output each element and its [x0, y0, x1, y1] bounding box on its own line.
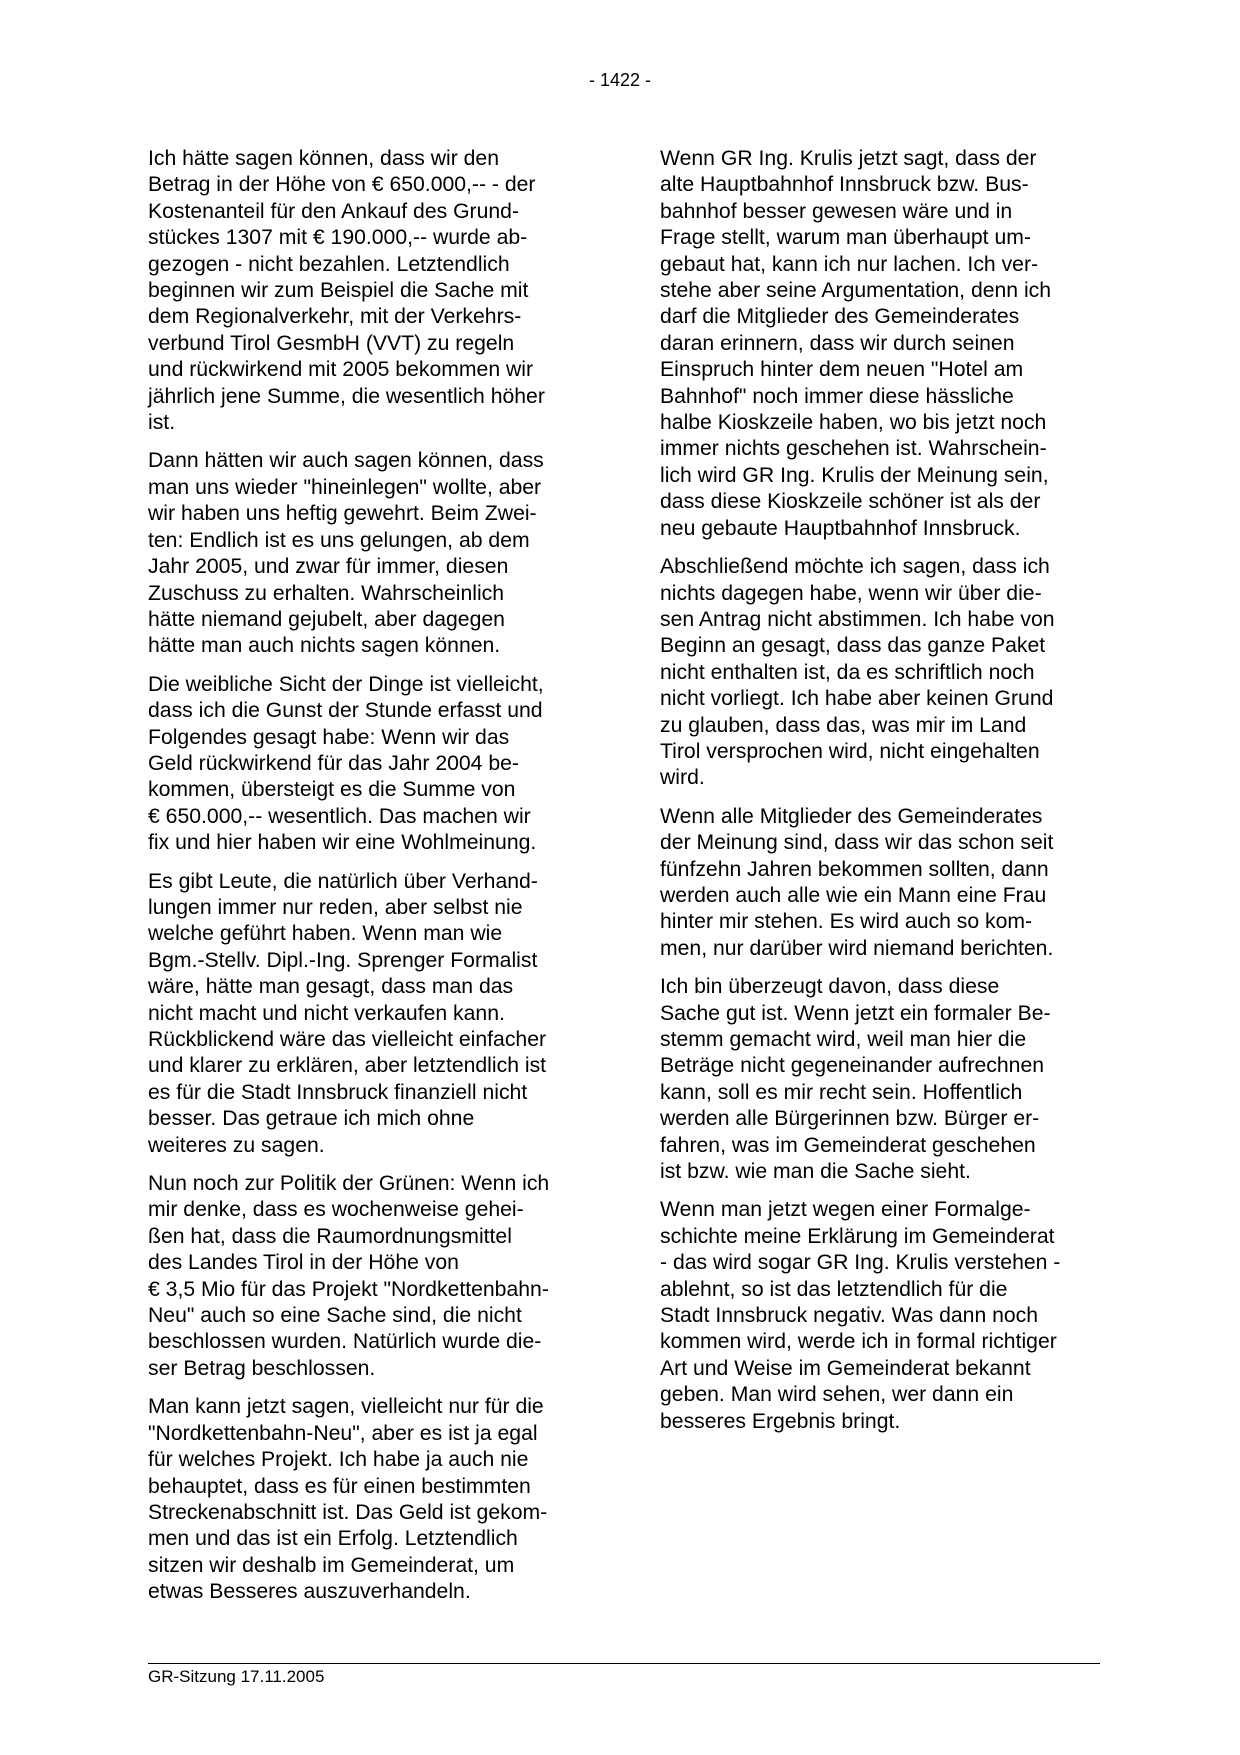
paragraph: Ich bin überzeugt davon, dass diese Sache gut ist. Wenn jetzt ein formaler Be- stemm gemacht wird, weil man hier die Beträge nicht gegeneinander aufrechnen kann, soll es mir recht sein. Hoffentlich werden alle Bürgerinnen bzw. Bürger er- fahren, was im Gemeinderat geschehen ist bzw. wie man die Sache sieht.: [660, 975, 1051, 1184]
footer-text: GR-Sitzung 17.11.2005: [148, 1667, 325, 1686]
paragraph: Es gibt Leute, die natürlich über Verhand- lungen immer nur reden, aber selbst nie welche geführt haben. Wenn man wie Bgm.-Stellv. Dipl.-Ing. Sprenger Formalist wäre, hätte man gesagt, dass man das nicht macht und nicht verkaufen kann. Rückblickend wäre das vielleicht einfacher und klarer zu erklären, aber letztendlich ist es für die Stadt Innsbruck finanziell nicht besser. Das getraue ich mich ohne weiteres zu sagen.: [148, 869, 547, 1157]
paragraph: Wenn GR Ing. Krulis jetzt sagt, dass der alte Hauptbahnhof Innsbruck bzw. Bus- bahnhof besser gewesen wäre und in Frage stellt, warum man überhaupt um- gebaut hat, kann ich nur lachen. Ich ver- stehe aber seine Argumentation, denn ich darf die Mitglieder des Gemeinderates daran erinnern, dass wir durch seinen Einspruch hinter dem neuen "Hotel am Bahnhof" noch immer diese hässliche halbe Kioskzeile haben, wo bis jetzt noch immer nichts geschehen ist. Wahrschein- lich wird GR Ing. Krulis der Meinung sein, dass diese Kioskzeile schöner ist als der neu gebaute Hauptbahnhof Innsbruck.: [660, 147, 1052, 540]
left-column: [148, 146, 588, 1618]
paragraph: Wenn alle Mitglieder des Gemeinderates der Meinung sind, dass wir das schon seit fünfzehn Jahren bekommen sollten, dann werden auch alle wie ein Mann eine Frau hinter mir stehen. Es wird auch so kom- men, nur darüber wird niemand berichten.: [660, 804, 1054, 960]
paragraph: Ich hätte sagen können, dass wir den Betrag in der Höhe von € 650.000,-- - der Kostenanteil für den Ankauf des Grund- stückes 1307 mit € 190.000,-- wurde ab- gezogen - nicht bezahlen. Letztendlich beginnen wir zum Beispiel die Sache mit dem Regionalverkehr, mit der Verkehrs- verbund Tirol GesmbH (VVT) zu regeln und rückwirkend mit 2005 bekommen wir jährlich jene Summe, die wesentlich höher ist.: [148, 147, 545, 435]
paragraph: Nun noch zur Politik der Grünen: Wenn ich mir denke, dass es wochenweise gehei- ßen hat, dass die Raumordnungsmittel des Landes Tirol in der Höhe von € 3,5 Mio für das Projekt "Nordkettenbahn- Neu" auch so eine Sache sind, die nicht beschlossen wurden. Natürlich wurde die- ser Betrag beschlossen.: [148, 1172, 550, 1380]
paragraph: Man kann jetzt sagen, vielleicht nur für die "Nordkettenbahn-Neu", aber es ist ja egal für welches Projekt. Ich habe ja auch nie behauptet, dass es für einen bestimmten Streckenabschnitt ist. Das Geld ist gekom- men und das ist ein Erfolg. Letztendlich sitzen wir deshalb im Gemeinderat, um etwas Besseres auszuverhandeln.: [148, 1395, 548, 1604]
page-number: - 1422 -: [588, 70, 652, 90]
paragraph: Die weibliche Sicht der Dinge ist vielleicht, dass ich die Gunst der Stunde erfasst und Folgendes gesagt habe: Wenn wir das Geld rückwirkend für das Jahr 2004 be- kommen, übersteigt es die Summe von € 650.000,-- wesentlich. Das machen wir fix und hier haben wir eine Wohlmeinung.: [148, 672, 544, 855]
paragraph: Abschließend möchte ich sagen, dass ich nichts dagegen habe, wenn wir über die- sen Antrag nicht abstimmen. Ich habe von Beginn an gesagt, dass das ganze Paket nicht enthalten ist, da es schriftlich noch nicht vorliegt. Ich habe aber keinen Grund zu glauben, dass das, was mir im Land Tirol versprochen wird, nicht eingehalten wird.: [660, 555, 1055, 790]
right-column: [660, 146, 1100, 1447]
paragraph: Wenn man jetzt wegen einer Formalge- schichte meine Erklärung im Gemeinderat - das wird sogar GR Ing. Krulis verstehen - ablehnt, so ist das letztendlich für die Stadt Innsbruck negativ. Was dann noch kommen wird, werde ich in formal richtiger Art und Weise im Gemeinderat bekannt geben. Man wird sehen, wer dann ein besseres Ergebnis bringt.: [660, 1198, 1061, 1433]
footer-divider: [148, 1663, 1100, 1664]
paragraph: Dann hätten wir auch sagen können, dass man uns wieder "hineinlegen" wollte, aber wir haben uns heftig gewehrt. Beim Zwei- ten: Endlich ist es uns gelungen, ab dem Jahr 2005, und zwar für immer, diesen Zuschuss zu erhalten. Wahrscheinlich hätte niemand gejubelt, aber dagegen hätte man auch nichts sagen können.: [148, 449, 544, 658]
